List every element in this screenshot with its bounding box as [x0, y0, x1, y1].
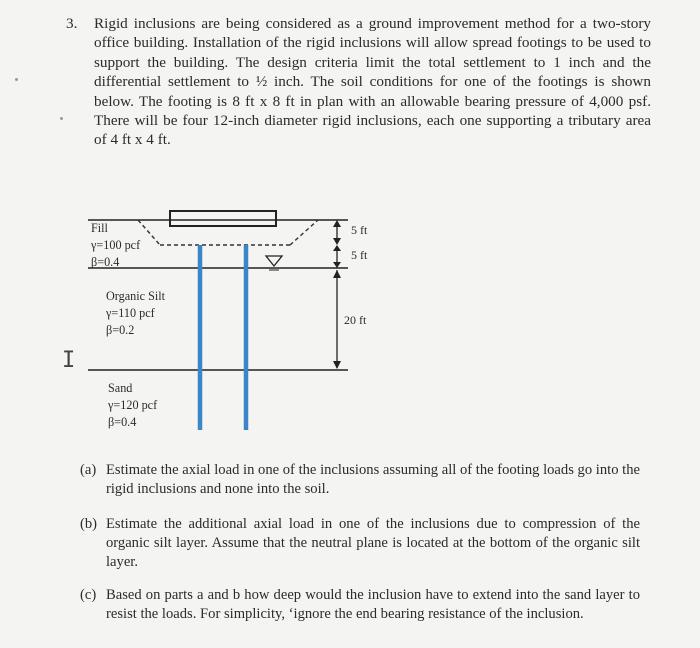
problem-number: 3. [66, 15, 78, 32]
dimension-label-3: 20 ft [344, 313, 367, 327]
silt-gamma: γ=110 pcf [106, 306, 155, 320]
fill-gamma: γ=100 pcf [91, 238, 141, 252]
fill-name: Fill [91, 221, 108, 235]
sand-beta: β=0.4 [108, 415, 137, 429]
organic-silt-layer-label [106, 288, 165, 339]
silt-beta: β=0.2 [106, 323, 135, 337]
sand-layer-label [108, 380, 157, 431]
part-a [80, 461, 640, 499]
problem-text: Rigid inclusions are being considered as a ground improvement method for a two-story office building. Installation of the rigid inclusions will allow spread footings to be used to support the building. The design criteria limit the total settlement to 1 inch and the differential settlement to ½ inch. The soil conditions for one of the footings is shown below. The footing is 8 ft x 8 ft in plan with an allowable bearing pressure of 4,000 psf. There will be four 12-inch diameter rigid inclusions, each one supporting a tributary area of 4 ft x 4 ft. [94, 15, 651, 149]
part-c [80, 586, 640, 624]
footing [170, 211, 276, 226]
sand-name: Sand [108, 381, 133, 395]
dimension-label-1: 5 ft [351, 223, 368, 237]
part-a-text: Estimate the axial load in one of the inclusions assuming all of the footing loads go into the rigid inclusions and none into the soil. [106, 462, 640, 497]
stray-dot [60, 117, 63, 120]
silt-name: Organic Silt [106, 289, 166, 303]
part-a-tag: (a) [80, 462, 97, 478]
part-b-text: Estimate the additional axial load in one of the inclusions due to compression of the organic silt layer. Assume that the neutral plane is located at the bottom of the organic silt layer. [106, 516, 640, 570]
sand-gamma: γ=120 pcf [108, 398, 158, 412]
dimension-label-2: 5 ft [351, 248, 368, 262]
excavation-slope-left [138, 220, 160, 245]
part-b [80, 515, 640, 572]
stray-dot [15, 78, 18, 81]
fill-layer-label [91, 220, 140, 271]
water-table-icon [266, 256, 282, 266]
part-c-tag: (c) [80, 587, 97, 603]
excavation-slope-right [290, 220, 318, 245]
part-b-tag: (b) [80, 516, 98, 532]
text-cursor-icon: I [62, 348, 76, 373]
fill-beta: β=0.4 [91, 255, 120, 269]
part-c-text: Based on parts a and b how deep would the inclusion have to extend into the sand layer to resist the loads. For simplicity, ‘ignore the end bearing resistance of the inclusion. [106, 587, 640, 622]
